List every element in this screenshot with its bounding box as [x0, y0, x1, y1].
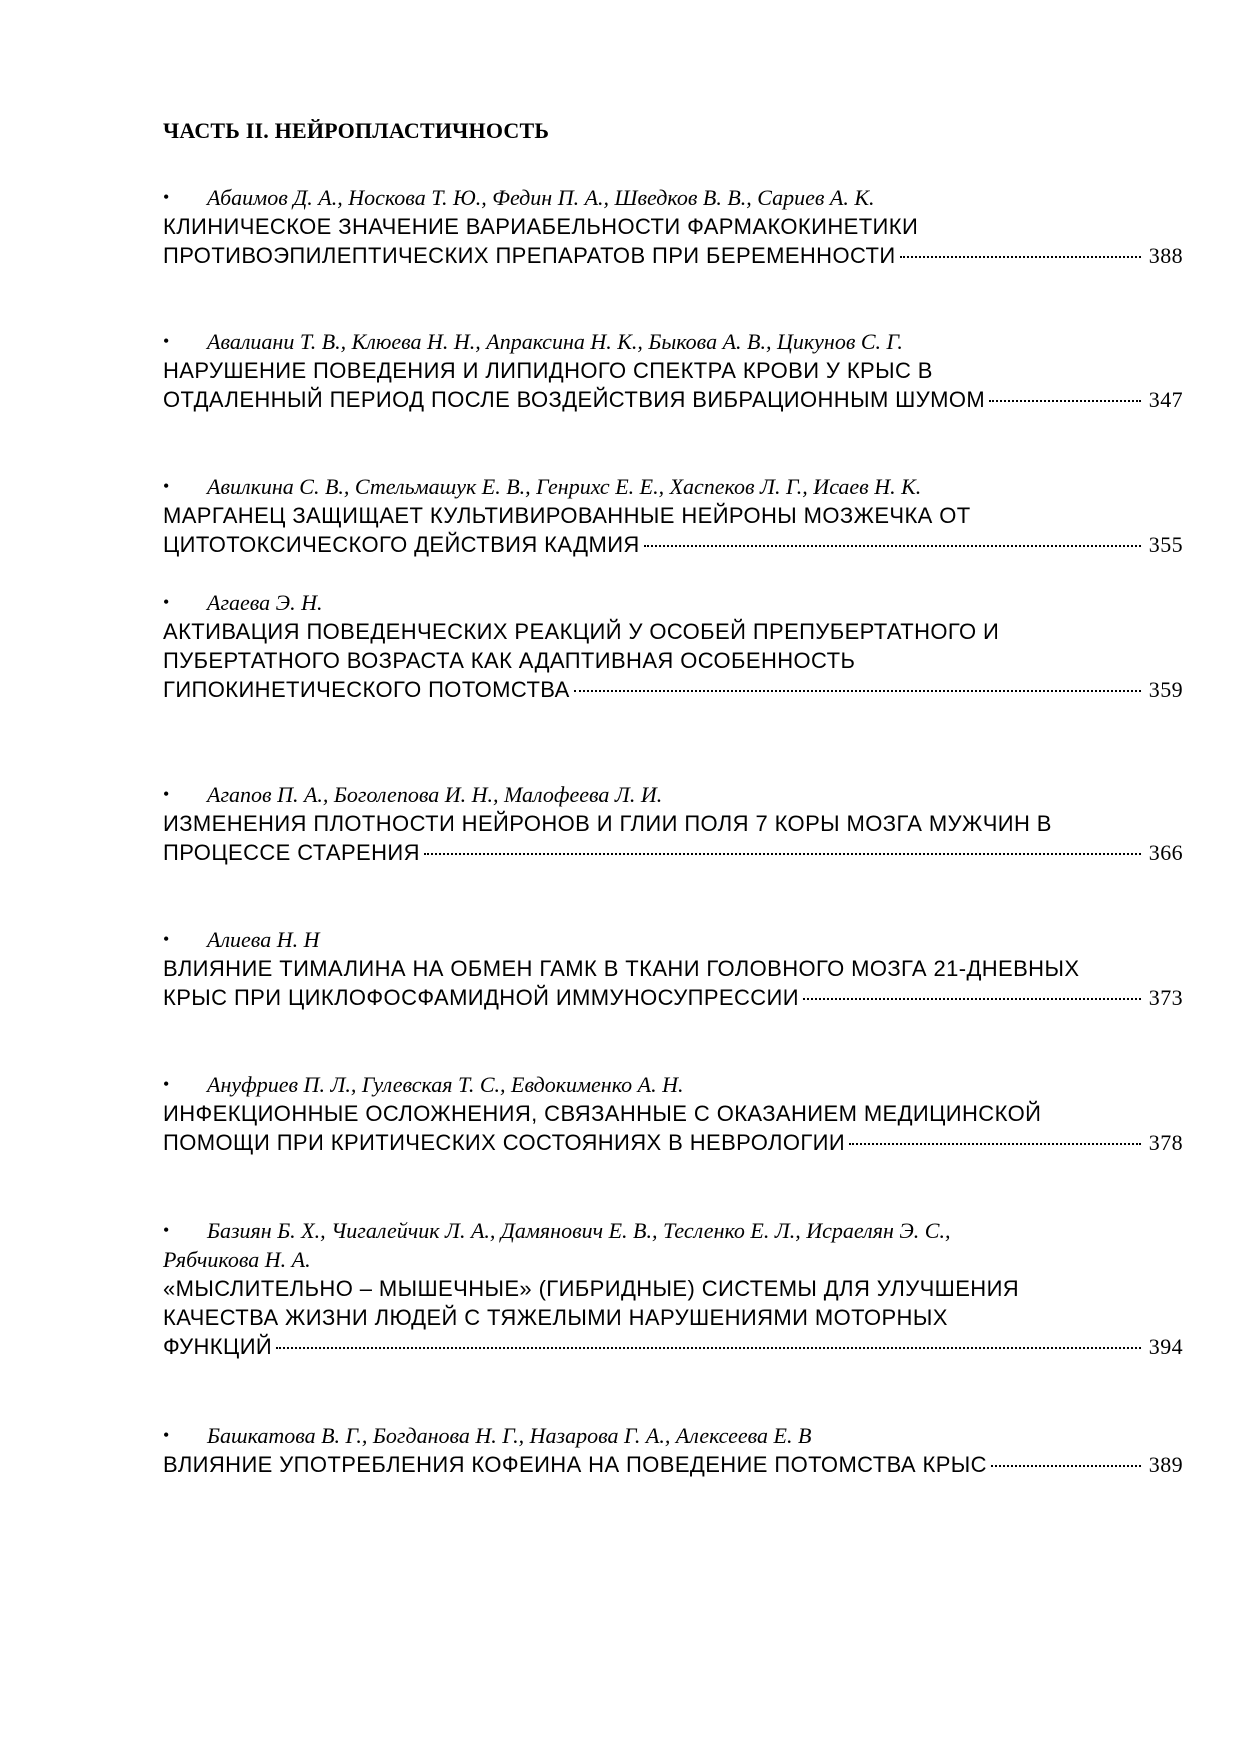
page-number: 347	[1148, 387, 1183, 412]
title-line: МАРГАНЕЦ ЗАЩИЩАЕТ КУЛЬТИВИРОВАННЫЕ НЕЙРОНЫ МОЗЖЕЧКА ОТ	[163, 503, 971, 528]
title-line: КЛИНИЧЕСКОЕ ЗНАЧЕНИЕ ВАРИАБЕЛЬНОСТИ ФАРМАКОКИНЕТИКИ	[163, 214, 919, 239]
title-last-text: КРЫС ПРИ ЦИКЛОФОСФАМИДНОЙ ИММУНОСУПРЕССИИ	[163, 985, 799, 1010]
title-line: ПУБЕРТАТНОГО ВОЗРАСТА КАК АДАПТИВНАЯ ОСОБЕННОСТЬ	[163, 648, 856, 673]
bullet-icon: •	[163, 784, 170, 804]
title-line: КАЧЕСТВА ЖИЗНИ ЛЮДЕЙ С ТЯЖЕЛЫМИ НАРУШЕНИЯМИ МОТОРНЫХ	[163, 1305, 948, 1330]
toc-entry	[163, 780, 1183, 867]
authors-line: Алиева Н. Н	[207, 927, 320, 952]
dot-leader	[276, 1347, 1141, 1349]
title-last-line	[163, 1128, 1183, 1157]
entry-authors	[163, 1421, 1183, 1450]
title-last-line	[163, 838, 1183, 867]
entry-authors	[163, 183, 1183, 212]
toc-entry	[163, 1070, 1183, 1157]
page-number: 388	[1148, 243, 1183, 268]
entry-authors	[163, 327, 1183, 356]
title-last-line	[163, 385, 1183, 414]
title-line: ИЗМЕНЕНИЯ ПЛОТНОСТИ НЕЙРОНОВ И ГЛИИ ПОЛЯ 7 КОРЫ МОЗГА МУЖЧИН В	[163, 811, 1052, 836]
title-line: АКТИВАЦИЯ ПОВЕДЕНЧЕСКИХ РЕАКЦИЙ У ОСОБЕЙ ПРЕПУБЕРТАТНОГО И	[163, 619, 1000, 644]
dot-leader	[849, 1143, 1141, 1145]
toc-entry	[163, 1421, 1183, 1479]
title-last-text: ПРОЦЕССЕ СТАРЕНИЯ	[163, 840, 420, 865]
title-line: ВЛИЯНИЕ ТИМАЛИНА НА ОБМЕН ГАМК В ТКАНИ ГОЛОВНОГО МОЗГА 21-ДНЕВНЫХ	[163, 956, 1080, 981]
authors-line: Абаимов Д. А., Носкова Т. Ю., Федин П. А., Шведков В. В., Сариев А. К.	[207, 185, 875, 210]
bullet-icon: •	[163, 476, 170, 496]
dot-leader	[644, 545, 1141, 547]
toc-entry	[163, 183, 1183, 270]
entry-authors	[163, 588, 1183, 617]
authors-line: Агапов П. А., Боголепова И. Н., Малофеева Л. И.	[207, 782, 663, 807]
page-number: 378	[1148, 1130, 1183, 1155]
authors-line: Ануфриев П. Л., Гулевская Т. С., Евдокименко А. Н.	[207, 1072, 684, 1097]
toc-entry	[163, 1216, 1183, 1361]
entry-authors	[163, 780, 1183, 809]
page-number: 359	[1148, 677, 1183, 702]
bullet-icon: •	[163, 187, 170, 207]
title-last-line	[163, 1450, 1183, 1479]
bullet-icon: •	[163, 1425, 170, 1445]
toc-entry	[163, 588, 1183, 704]
title-line: «МЫСЛИТЕЛЬНО – МЫШЕЧНЫЕ» (ГИБРИДНЫЕ) СИСТЕМЫ ДЛЯ УЛУЧШЕНИЯ	[163, 1276, 1020, 1301]
title-last-text: ЦИТОТОКСИЧЕСКОГО ДЕЙСТВИЯ КАДМИЯ	[163, 532, 640, 557]
dot-leader	[424, 853, 1141, 855]
dot-leader	[803, 998, 1141, 1000]
dot-leader	[574, 690, 1141, 692]
title-last-text: ФУНКЦИЙ	[163, 1334, 273, 1359]
title-last-text: ГИПОКИНЕТИЧЕСКОГО ПОТОМСТВА	[163, 677, 570, 702]
authors-line: Агаева Э. Н.	[207, 590, 323, 615]
toc-entry	[163, 925, 1183, 1012]
page-number: 394	[1148, 1334, 1183, 1359]
title-last-line	[163, 530, 1183, 559]
section-heading: ЧАСТЬ II. НЕЙРОПЛАСТИЧНОСТЬ	[163, 118, 550, 143]
authors-line: Авалиани Т. В., Клюева Н. Н., Апраксина Н. К., Быкова А. В., Цикунов С. Г.	[207, 329, 903, 354]
bullet-icon: •	[163, 1074, 170, 1094]
title-last-line	[163, 1332, 1183, 1361]
page-number: 373	[1148, 985, 1183, 1010]
title-last-line	[163, 241, 1183, 270]
bullet-icon: •	[163, 1220, 170, 1240]
entry-authors	[163, 472, 1183, 501]
authors-line: Башкатова В. Г., Богданова Н. Г., Назарова Г. А., Алексеева Е. В	[207, 1423, 812, 1448]
bullet-icon: •	[163, 331, 170, 351]
page-number: 366	[1148, 840, 1183, 865]
bullet-icon: •	[163, 592, 170, 612]
title-last-text: ОТДАЛЕННЫЙ ПЕРИОД ПОСЛЕ ВОЗДЕЙСТВИЯ ВИБРАЦИОННЫМ ШУМОМ	[163, 387, 986, 412]
dot-leader	[900, 256, 1141, 258]
authors-line: Авилкина С. В., Стельмашук Е. В., Генрихс Е. Е., Хаспеков Л. Г., Исаев Н. К.	[207, 474, 922, 499]
toc-entry	[163, 327, 1183, 414]
title-last-text: ПОМОЩИ ПРИ КРИТИЧЕСКИХ СОСТОЯНИЯХ В НЕВРОЛОГИИ	[163, 1130, 846, 1155]
page-number: 389	[1148, 1452, 1183, 1477]
title-line: НАРУШЕНИЕ ПОВЕДЕНИЯ И ЛИПИДНОГО СПЕКТРА КРОВИ У КРЫС В	[163, 358, 933, 383]
title-last-line	[163, 675, 1183, 704]
title-last-text: ВЛИЯНИЕ УПОТРЕБЛЕНИЯ КОФЕИНА НА ПОВЕДЕНИЕ ПОТОМСТВА КРЫС	[163, 1452, 987, 1477]
bullet-icon: •	[163, 929, 170, 949]
toc-entry	[163, 472, 1183, 559]
title-last-text: ПРОТИВОЭПИЛЕПТИЧЕСКИХ ПРЕПАРАТОВ ПРИ БЕРЕМЕННОСТИ	[163, 243, 896, 268]
authors-line: Базиян Б. Х., Чигалейчик Л. А., Дамянович Е. В., Тесленко Е. Л., Исраелян Э. С.,	[207, 1218, 951, 1243]
dot-leader	[991, 1465, 1141, 1467]
entry-authors	[163, 1070, 1183, 1099]
entry-authors	[163, 1216, 1183, 1274]
entry-authors	[163, 925, 1183, 954]
authors-line: Рябчикова Н. А.	[163, 1247, 311, 1272]
title-line: ИНФЕКЦИОННЫЕ ОСЛОЖНЕНИЯ, СВЯЗАННЫЕ С ОКАЗАНИЕМ МЕДИЦИНСКОЙ	[163, 1101, 1042, 1126]
title-last-line	[163, 983, 1183, 1012]
dot-leader	[989, 400, 1141, 402]
page-number: 355	[1148, 532, 1183, 557]
